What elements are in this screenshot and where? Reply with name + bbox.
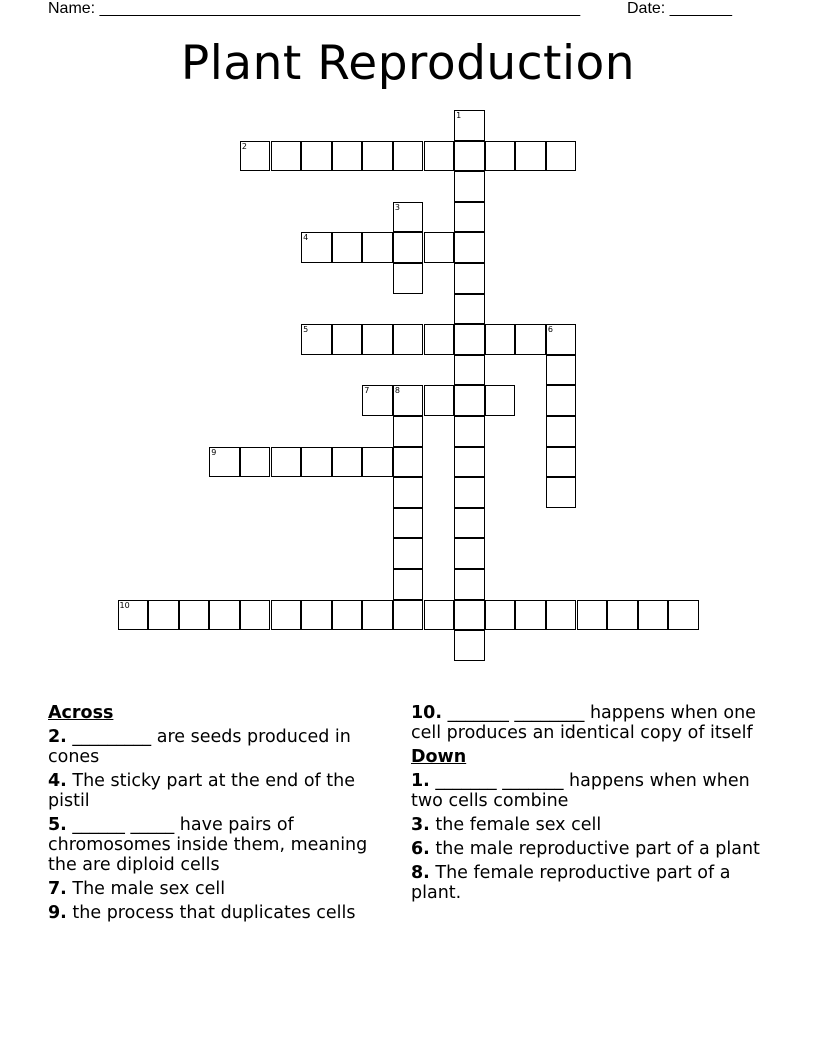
crossword-cell[interactable] — [668, 600, 699, 631]
clue-text: _______ _______ happens when when two cells combine — [411, 771, 750, 811]
crossword-cell[interactable] — [332, 447, 363, 478]
clue-number-label: 5 — [303, 325, 309, 335]
crossword-cell[interactable] — [332, 141, 363, 172]
clues-left-column — [48, 703, 393, 927]
crossword-cell[interactable] — [546, 141, 577, 172]
crossword-cell[interactable] — [546, 447, 577, 478]
crossword-cell[interactable] — [546, 416, 577, 447]
clue-number-label: 3 — [394, 202, 400, 212]
clue-text: the male reproductive part of a plant — [435, 839, 760, 859]
crossword-cell[interactable] — [454, 416, 485, 447]
clue-text: _________ are seeds produced in cones — [48, 727, 351, 767]
crossword-cell[interactable] — [454, 110, 485, 141]
crossword-cell[interactable] — [240, 141, 271, 172]
crossword-cell[interactable] — [362, 141, 393, 172]
crossword-cell[interactable] — [424, 385, 455, 416]
clue-number-label: 2 — [241, 141, 247, 151]
crossword-cell[interactable] — [454, 171, 485, 202]
clue-number: 7. — [48, 879, 67, 899]
down-clue-6 — [411, 839, 761, 859]
crossword-cell[interactable] — [240, 447, 271, 478]
crossword-cell[interactable] — [454, 355, 485, 386]
clue-number: 5. — [48, 815, 67, 835]
across-clue-2 — [48, 727, 393, 767]
clue-number-label: 1 — [456, 111, 462, 120]
crossword-cell[interactable] — [454, 294, 485, 325]
down-clue-8 — [411, 863, 761, 903]
crossword-cell[interactable] — [362, 385, 393, 416]
down-clue-1 — [411, 771, 761, 811]
crossword-cell[interactable] — [485, 141, 516, 172]
clue-number: 10. — [411, 703, 443, 723]
crossword-cell[interactable] — [332, 600, 363, 631]
clue-number-label: 9 — [211, 447, 217, 457]
crossword-cell[interactable] — [454, 477, 485, 508]
crossword-cell[interactable] — [393, 263, 424, 294]
across-clue-4 — [48, 771, 393, 811]
crossword-cell[interactable] — [393, 416, 424, 447]
date-field[interactable]: Date: _______ — [627, 0, 732, 17]
crossword-cell[interactable] — [240, 600, 271, 631]
crossword-cell[interactable] — [546, 385, 577, 416]
crossword-cell[interactable] — [546, 477, 577, 508]
crossword-cell[interactable] — [424, 324, 455, 355]
crossword-cell[interactable] — [515, 324, 546, 355]
crossword-cell[interactable] — [271, 141, 302, 172]
crossword-cell[interactable] — [301, 141, 332, 172]
crossword-cell[interactable] — [393, 324, 424, 355]
crossword-cell[interactable] — [454, 630, 485, 661]
clue-number: 8. — [411, 863, 430, 883]
crossword-cell[interactable] — [362, 600, 393, 631]
clue-text: The male sex cell — [72, 879, 226, 899]
crossword-cell[interactable] — [454, 508, 485, 539]
page-title: Plant Reproduction — [180, 36, 636, 91]
crossword-cell[interactable] — [393, 477, 424, 508]
crossword-cell[interactable] — [393, 508, 424, 539]
name-field[interactable]: Name: ______________________________________________________ — [48, 0, 581, 17]
clue-number: 4. — [48, 771, 67, 791]
crossword-cell[interactable] — [485, 600, 516, 631]
crossword-cell[interactable] — [393, 385, 424, 416]
crossword-cell[interactable] — [424, 232, 455, 263]
crossword-cell[interactable] — [209, 600, 240, 631]
clue-text: ______ _____ have pairs of chromosomes inside them, meaning the are diploid cells — [48, 815, 368, 875]
crossword-cell[interactable] — [515, 141, 546, 172]
clue-number-label: 7 — [364, 386, 370, 396]
crossword-cell[interactable] — [485, 324, 516, 355]
crossword-cell[interactable] — [393, 232, 424, 263]
crossword-cell[interactable] — [454, 569, 485, 600]
crossword-cell[interactable] — [362, 447, 393, 478]
crossword-cell[interactable] — [454, 600, 485, 631]
clue-number: 1. — [411, 771, 430, 791]
crossword-cell[interactable] — [301, 600, 332, 631]
crossword-cell[interactable] — [546, 600, 577, 631]
crossword-cell[interactable] — [301, 232, 332, 263]
crossword-cell[interactable] — [301, 447, 332, 478]
across-clue-10 — [411, 703, 761, 743]
crossword-cell[interactable] — [179, 600, 210, 631]
crossword-cell[interactable] — [638, 600, 669, 631]
across-clue-7 — [48, 879, 393, 899]
crossword-cell[interactable] — [577, 600, 608, 631]
clue-number-label: 4 — [303, 233, 309, 243]
crossword-cell[interactable] — [454, 202, 485, 233]
crossword-cell[interactable] — [148, 600, 179, 631]
crossword-cell[interactable] — [393, 538, 424, 569]
clue-number: 9. — [48, 903, 67, 923]
crossword-cell[interactable] — [454, 538, 485, 569]
crossword-cell[interactable] — [454, 232, 485, 263]
crossword-cell[interactable] — [454, 447, 485, 478]
crossword-cell[interactable] — [546, 355, 577, 386]
crossword-cell[interactable] — [546, 324, 577, 355]
crossword-cell[interactable] — [393, 202, 424, 233]
clue-number: 6. — [411, 839, 430, 859]
crossword-cell[interactable] — [271, 600, 302, 631]
clues-right-column — [411, 703, 761, 907]
clue-text: The sticky part at the end of the pistil — [48, 771, 355, 811]
crossword-cell[interactable] — [424, 141, 455, 172]
crossword-cell[interactable] — [393, 447, 424, 478]
clue-number-label: 6 — [547, 325, 553, 335]
crossword-cell[interactable] — [271, 447, 302, 478]
crossword-cell[interactable] — [393, 569, 424, 600]
clue-number: 2. — [48, 727, 67, 747]
across-clue-5 — [48, 815, 393, 875]
crossword-cell[interactable] — [393, 141, 424, 172]
crossword-cell[interactable] — [301, 324, 332, 355]
crossword-cell[interactable] — [332, 232, 363, 263]
crossword-cell[interactable] — [362, 324, 393, 355]
crossword-cell[interactable] — [607, 600, 638, 631]
crossword-cell[interactable] — [454, 385, 485, 416]
across-clue-9 — [48, 903, 393, 923]
crossword-cell[interactable] — [454, 263, 485, 294]
down-clue-3 — [411, 815, 761, 835]
crossword-cell[interactable] — [332, 324, 363, 355]
clue-number-label: 10 — [119, 600, 130, 610]
clue-number-label: 8 — [394, 386, 400, 396]
clue-text: _______ ________ happens when one cell produces an identical copy of itself — [411, 703, 756, 743]
clue-text: the process that duplicates cells — [72, 903, 356, 923]
down-heading: Down — [411, 747, 467, 767]
clue-text: the female sex cell — [435, 815, 602, 835]
crossword-cell[interactable] — [454, 324, 485, 355]
crossword-cell[interactable] — [393, 600, 424, 631]
crossword-cell[interactable] — [485, 385, 516, 416]
across-heading: Across — [48, 703, 114, 723]
crossword-cell[interactable] — [118, 600, 149, 631]
crossword-cell[interactable] — [454, 141, 485, 172]
crossword-cell[interactable] — [424, 600, 455, 631]
clue-text: The female reproductive part of a plant. — [411, 863, 731, 903]
crossword-cell[interactable] — [209, 447, 240, 478]
crossword-cell[interactable] — [515, 600, 546, 631]
crossword-cell[interactable] — [362, 232, 393, 263]
clue-number: 3. — [411, 815, 430, 835]
